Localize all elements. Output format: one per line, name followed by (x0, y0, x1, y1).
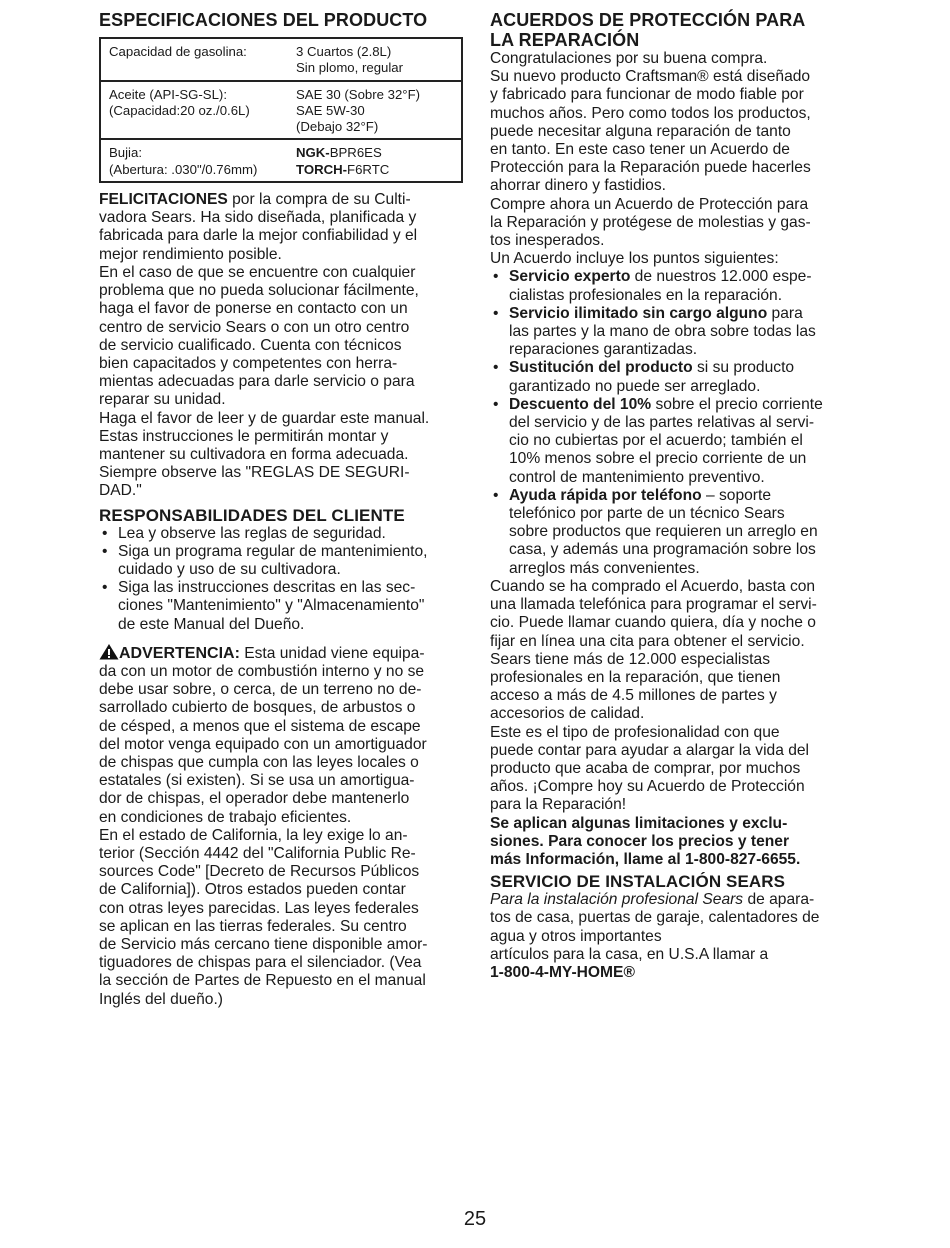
text-line: más Información, llame al 1-800-827-6655. (490, 850, 801, 868)
text-line: acceso a más de 4.5 millones de partes y (490, 687, 777, 705)
spec-row-fuel (101, 39, 461, 80)
left-column (99, 10, 467, 1009)
page-number: 25 (463, 1208, 487, 1230)
text-line: Haga el favor de leer y de guardar este manual. (99, 409, 430, 427)
spec-value: SAE 30 (Sobre 32°F) (296, 86, 421, 102)
text-line: Congratulaciones por su buena compra. (490, 50, 768, 67)
text-line: bien capacitados y competentes con herra- (99, 354, 398, 372)
text-line: En el estado de California, la ley exige lo an- (99, 826, 408, 844)
text-line: de Servicio más cercano tiene disponible amor- (99, 936, 428, 953)
text-line: y fabricado para funcionar de modo fiable por (490, 86, 804, 104)
text-line: fijar en línea una cita para obtener el servicio. (490, 632, 805, 650)
text-line: dor de chispas, el operador debe mantenerlo (99, 790, 410, 808)
text-line: profesionales en la reparación, que tienen (490, 668, 781, 686)
text-line: una llamada telefónica para programar el servi- (490, 596, 817, 614)
text-line: artículos para la casa, en U.S.A llamar a (490, 945, 769, 963)
text-line: centro de servicio Sears o con un otro centro (99, 318, 410, 336)
list-item: • Lea y observe las reglas de seguridad. (99, 525, 467, 543)
felicitaciones-lead: FELICITACIONES (99, 191, 228, 209)
installation-paragraph: Para la instalación profesional Sears de apara- tos de casa, puertas de garaje, calentadores de agua y otros importantes artículos para la casa, en U.S.A llamar a 1-800-4-MY-HOME® (490, 891, 860, 982)
spec-label: Capacidad de gasolina: (109, 44, 247, 59)
text-line: la sección de Partes de Repuesto en el manual (99, 972, 426, 990)
text-line: estatales (si existen). Si se usa un amortigua- (99, 772, 415, 790)
warning-paragraph (99, 643, 467, 1009)
spec-label: (Abertura: .030"/0.76mm) (109, 161, 258, 177)
text-line: del motor venga equipado con un amortiguador (99, 735, 427, 753)
text-line: sarrollado cubierto de bosques, de arbustos o (99, 699, 416, 717)
text-line: agua y otros importantes (490, 927, 662, 945)
text-line: la Reparación y protégese de molestias y gas- (490, 213, 811, 231)
spec-value: Sin plomo, regular (296, 60, 404, 76)
text-line: Un Acuerdo incluye los puntos siguientes: (490, 250, 779, 268)
responsibilities-list (99, 525, 467, 634)
text-line: Este es el tipo de profesionalidad con que (490, 723, 780, 741)
text-line: puede contar para ayudar a alargar la vida del (490, 741, 810, 759)
warning-triangle-icon (99, 643, 119, 660)
text-line: cio. Puede llamar cuando quiera, día y noche o (490, 614, 816, 632)
text-line: por la compra de su Culti- (227, 191, 411, 209)
warning-label: ADVERTENCIA: (119, 644, 240, 662)
spec-label: Aceite (API-SG-SL): (109, 86, 227, 102)
text-line: de chispas que cumpla con las leyes locales o (99, 753, 419, 771)
text-line: DAD." (99, 482, 142, 500)
list-item: • Sustitución del producto si su producto garantizado no puede ser arreglado. (490, 359, 860, 395)
list-item: • Ayuda rápida por teléfono – soporte telefónico por parte de un técnico Sears sobre productos que requieren un arreglo en casa, y además una programación sobre los arreglos más convenientes. (490, 487, 860, 578)
text-line: Inglés del dueño.) (99, 990, 223, 1008)
text-line: mientas adecuadas para darle servicio o para (99, 373, 415, 391)
responsibilities-title: RESPONSABILIDADES DEL CLIENTE (99, 505, 405, 525)
text-line: en condiciones de trabajo eficientes. (99, 808, 352, 826)
text-line: Estas instrucciones le permitirán montar y (99, 427, 389, 445)
limitations-note (490, 815, 860, 870)
text-line: Esta unidad viene equipa- (239, 644, 425, 662)
protection-title: ACUERDOS DE PROTECCIÓN PARA LA REPARACIÓN (490, 10, 806, 50)
text-line: de servicio cualificado. Cuenta con técnicos (99, 336, 402, 354)
text-line: Sears tiene más de 12.000 especialistas (490, 650, 770, 668)
text-line: se aplican en las tierras federales. Su centro (99, 917, 407, 935)
spec-table (99, 37, 463, 183)
protection-intro (490, 50, 860, 268)
text-line: en tanto. En este caso tener un Acuerdo de (490, 141, 790, 159)
text-line: muchos años. Pero como todos los productos, (490, 104, 811, 122)
text-line: Protección para la Reparación puede hacerles (490, 159, 811, 177)
spec-value-brand: TORCH- (296, 161, 348, 177)
text-line: mantener su cultivadora en forma adecuada. (99, 445, 409, 463)
text-line: problema que no pueda solucionar fácilmente, (99, 282, 419, 300)
text-line: tiguadores de chispas para el silenciador. (Vea (99, 954, 422, 972)
text-line: con otras leyes parecidas. Las leyes federales (99, 899, 419, 917)
text-line: puede necesitar alguna reparación de tanto (490, 122, 791, 140)
installation-phone: 1-800-4-MY-HOME® (490, 963, 635, 981)
list-item: • Descuento del 10% sobre el precio corriente del servicio y de las partes relativas al servi- cio no cubiertas por el acuerdo; también el 10% menos sobre el precio corriente de un control de mantenimiento preventivo. (490, 396, 860, 487)
spec-row-oil (101, 80, 461, 139)
spec-value: F6RTC (347, 161, 390, 177)
list-item: • Servicio ilimitado sin cargo alguno para las partes y la mano de obra sobre todas las reparaciones garantizadas. (490, 305, 860, 360)
spec-row-sparkplug (101, 138, 461, 181)
text-line: de césped, a menos que el sistema de escape (99, 717, 421, 735)
spec-label: (Capacidad:20 oz./0.6L) (109, 102, 250, 118)
right-column (490, 10, 860, 982)
text-line: de California]). Otros estados pueden contar (99, 881, 406, 899)
list-item: • Siga las instrucciones descritas en las sec- ciones "Mantenimiento" y "Almacenamiento" de este Manual del Dueño. (99, 579, 467, 634)
text-line: vadora Sears. Ha sido diseñada, planificada y (99, 209, 417, 227)
text-line: tos inesperados. (490, 232, 605, 250)
installation-lead: Para la instalación profesional Sears (490, 891, 744, 909)
text-line: producto que acaba de comprar, por muchos (490, 759, 801, 777)
spec-value: SAE 5W-30 (296, 102, 365, 118)
text-line: Se aplican algunas limitaciones y exclu- (490, 814, 788, 832)
text-line: siones. Para conocer los precios y tener (490, 832, 790, 850)
text-line: Compre ahora un Acuerdo de Protección para (490, 195, 809, 213)
text-line: haga el favor de ponerse en contacto con un (99, 300, 408, 318)
after-purchase-paragraph (490, 578, 860, 815)
text-line: años. ¡Compre hoy su Acuerdo de Protección (490, 778, 805, 796)
text-line: Cuando se ha comprado el Acuerdo, basta con (490, 577, 816, 595)
list-item: • Servicio experto de nuestros 12.000 espe- cialistas profesionales en la reparación. (490, 268, 860, 304)
felicitaciones-paragraph (99, 191, 467, 500)
text-line: para la Reparación! (490, 796, 627, 814)
text-line: En el caso de que se encuentre con cualquier (99, 263, 416, 281)
text-line: debe usar sobre, o cerca, de un terreno no de- (99, 681, 422, 699)
text-line: accesorios de calidad. (490, 705, 645, 723)
benefits-list (490, 268, 860, 577)
text-line: reparar su unidad. (99, 391, 226, 409)
text-line: tos de casa, puertas de garaje, calentadores de (490, 909, 820, 927)
spec-value: 3 Cuartos (2.8L) (296, 44, 392, 59)
spec-title: ESPECIFICACIONES DEL PRODUCTO (99, 10, 428, 30)
text-line: da con un motor de combustión interno y no se (99, 662, 425, 680)
text-line: Siempre observe las "REGLAS DE SEGURI- (99, 464, 410, 482)
text-line: sources Code" [Decreto de Recursos Públicos (99, 863, 420, 881)
text-line: Su nuevo producto Craftsman® está diseñado (490, 68, 811, 86)
spec-value: (Debajo 32°F) (296, 119, 379, 135)
text-line: terior (Sección 4442 del "California Public Re- (99, 844, 416, 862)
list-item: • Siga un programa regular de mantenimiento, cuidado y uso de su cultivadora. (99, 543, 467, 579)
text-line: fabricada para darle la mejor confiabilidad y el (99, 227, 418, 245)
text-line: mejor rendimiento posible. (99, 245, 282, 263)
spec-value-brand: NGK- (296, 145, 330, 161)
text-line: ahorrar dinero y fastidios. (490, 177, 666, 195)
installation-title: SERVICIO DE INSTALACIÓN SEARS (490, 872, 786, 892)
spec-label: Bujia: (109, 145, 142, 161)
spec-value: BPR6ES (329, 145, 382, 161)
